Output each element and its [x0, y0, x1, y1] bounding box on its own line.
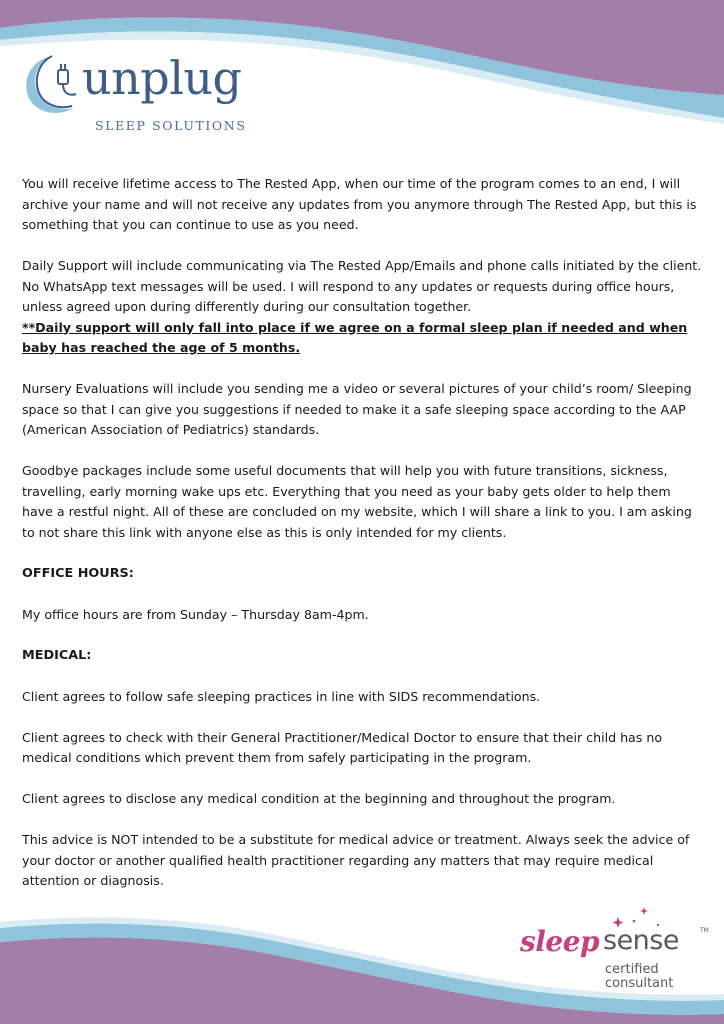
- medical-item: This advice is NOT intended to be a substitute for medical advice or treatment. Always seek the advice of your doctor or another qualified health practitioner regarding any matters that may require medical attention or diagnosis.: [22, 832, 690, 888]
- medical-item: Client agrees to disclose any medical condition at the beginning and throughout the program.: [22, 791, 616, 806]
- badge-trademark: TM: [700, 927, 709, 934]
- badge-certified: certified: [605, 962, 659, 977]
- goodbye-paragraph: Goodbye packages include some useful documents that will help you with future transitions, sickness, travelling, early morning wake ups etc. Everything that you need as your baby gets older to help them have a restful night. All of these are concluded on my website, which I will share a link to you. I am asking to not share this link with anyone else as this is only intended for my clients.: [22, 463, 692, 540]
- daily-support-paragraph: Daily Support will include communicating via The Rested App/Emails and phone calls initiated by the client. No WhatsApp text messages will be used. I will respond to any updates or requests during office hours, unless agreed upon during differently during our consultation together.: [22, 258, 702, 314]
- office-hours-heading: OFFICE HOURS:: [22, 565, 134, 581]
- medical-item: Client agrees to check with their General Practitioner/Medical Doctor to ensure that their child has no medical conditions which prevent them from safely participating in the program.: [22, 729, 663, 765]
- unplug-logo: [18, 50, 258, 140]
- rested-app-paragraph: You will receive lifetime access to The Rested App, when our time of the program comes to an end, I will archive your name and will not receive any updates from you anymore through The Rested App, but this is something that you can continue to use as you need.: [22, 176, 697, 232]
- medical-item: Client agrees to follow safe sleeping practices in line with SIDS recommendations.: [22, 688, 541, 704]
- logo-subtitle: SLEEP SOLUTIONS: [95, 118, 247, 133]
- daily-support-note: **Daily support will only fall into place if we agree on a formal sleep plan if needed and when baby has reached the age of 5 months.: [22, 319, 688, 355]
- medical-heading: MEDICAL:: [22, 647, 92, 663]
- office-hours-text: My office hours are from Sunday – Thursday 8am-4pm.: [22, 606, 369, 622]
- logo-wordmark: unplug: [82, 51, 242, 105]
- badge-sleep-word: sleep: [520, 925, 600, 958]
- sleep-sense-badge: [520, 905, 710, 1000]
- badge-consultant: consultant: [605, 976, 674, 991]
- nursery-paragraph: Nursery Evaluations will include you sending me a video or several pictures of your child’s room/ Sleeping space so that I can give you suggestions if needed to make it a safe sleeping space according to the AAP (American Association of Pediatrics) standards.: [22, 381, 692, 437]
- document-body: [22, 174, 702, 912]
- badge-sense-word: sense: [603, 925, 679, 956]
